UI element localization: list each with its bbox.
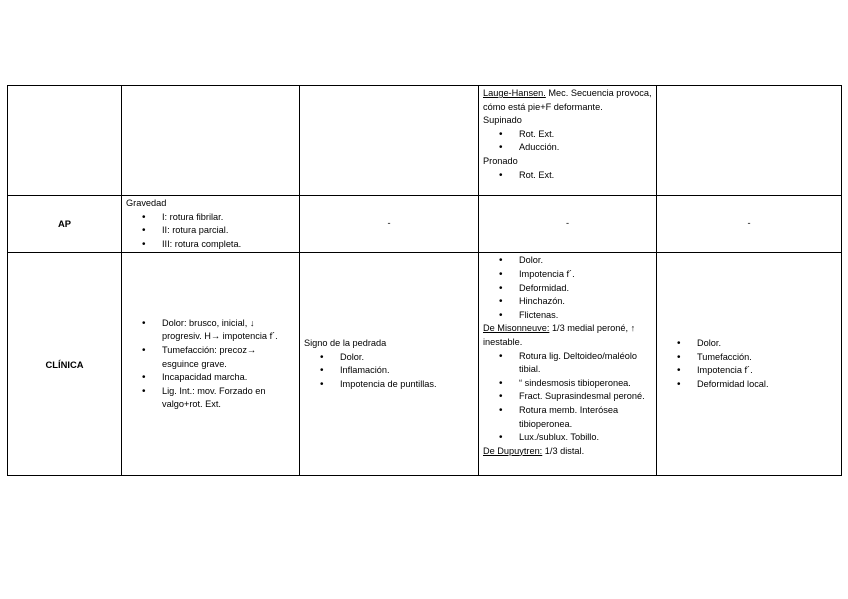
list-item: • Impotencia de puntillas. xyxy=(340,378,474,392)
cell-row2-col4: - xyxy=(479,196,657,253)
list-item: • Lux./sublux. Tobillo. xyxy=(519,431,652,445)
list-item: • Flictenas. xyxy=(519,309,652,323)
misonneuve-list xyxy=(483,350,652,445)
local-signs-list xyxy=(661,337,837,391)
clinical-table xyxy=(7,85,842,476)
list-item: • Impotencia f´. xyxy=(697,364,837,378)
list-item: • Deformidad local. xyxy=(697,378,837,392)
list-item: • III: rotura completa. xyxy=(162,238,295,252)
gravedad-list xyxy=(126,211,295,252)
cell-row2-col2 xyxy=(122,196,300,253)
list-item: • Impotencia f´. xyxy=(519,268,652,282)
cell-row2-col5: - xyxy=(657,196,842,253)
misonneuve-title: De Misonneuve: xyxy=(483,323,550,334)
table-row xyxy=(8,86,842,196)
clinica-list xyxy=(126,317,295,412)
list-item: • Rotura lig. Deltoideo/maléolo tibial. xyxy=(519,350,652,377)
list-item: • Hinchazón. xyxy=(519,295,652,309)
cell-row3-col5 xyxy=(657,253,842,476)
list-item: • Lig. Int.: mov. Forzado en valgo+rot. Ext. xyxy=(162,385,295,412)
pronado-list xyxy=(483,169,652,183)
list-item: • Incapacidad marcha. xyxy=(162,371,295,385)
list-item: • II: rotura parcial. xyxy=(162,224,295,238)
list-item: • Aducción. xyxy=(519,141,652,155)
pedrada-label: Signo de la pedrada xyxy=(304,338,387,349)
dupuytren-text: 1/3 distal. xyxy=(542,445,585,456)
list-item: • Dolor: brusco, inicial, ↓ progresiv. H→ impotencia f´. xyxy=(162,317,295,344)
row-header-ap: AP xyxy=(8,196,122,253)
pedrada-list xyxy=(304,351,474,392)
list-item: • Dolor. xyxy=(697,337,837,351)
dupuytren-title: De Dupuytren: xyxy=(483,445,543,456)
list-item: • Dolor. xyxy=(340,351,474,365)
list-item: • Inflamación. xyxy=(340,364,474,378)
cell-row3-col3 xyxy=(300,253,479,476)
cell-row1-col1 xyxy=(8,86,122,196)
cell-row3-col4 xyxy=(479,253,657,476)
gravedad-label: Gravedad xyxy=(126,198,167,208)
pronado-label: Pronado xyxy=(483,155,518,166)
list-item: • Fract. Suprasindesmal peroné. xyxy=(519,390,652,404)
supinado-label: Supinado xyxy=(483,115,522,126)
misonneuve-text: 1/3 medial peroné, ↑ inestable. xyxy=(483,323,636,347)
lauge-hansen-text: Mec. Secuencia provoca, cómo está pie+F deformante. xyxy=(483,88,652,112)
list-item: • Rot. Ext. xyxy=(519,128,652,142)
list-item: • I: rotura fibrilar. xyxy=(162,211,295,225)
cell-row2-col3: - xyxy=(300,196,479,253)
list-item: • “ sindesmosis tibioperonea. xyxy=(519,377,652,391)
list-item: • Rotura memb. Interósea tibioperonea. xyxy=(519,404,652,431)
lauge-hansen-title: Lauge-Hansen. xyxy=(483,88,546,98)
table-row xyxy=(8,253,842,476)
list-item: • Tumefacción. xyxy=(697,351,837,365)
cell-row1-col4 xyxy=(479,86,657,196)
list-item: • Rot. Ext. xyxy=(519,169,652,183)
list-item: • Deformidad. xyxy=(519,282,652,296)
cell-row1-col5 xyxy=(657,86,842,196)
symptoms-list xyxy=(483,254,652,322)
cell-row3-col2 xyxy=(122,253,300,476)
list-item: • Tumefacción: precoz→ esguince grave. xyxy=(162,344,295,371)
cell-row1-col3 xyxy=(300,86,479,196)
cell-row1-col2 xyxy=(122,86,300,196)
supinado-list xyxy=(483,128,652,155)
row-header-clinica: CLÍNICA xyxy=(8,253,122,476)
list-item: • Dolor. xyxy=(519,254,652,268)
table-row xyxy=(8,196,842,253)
